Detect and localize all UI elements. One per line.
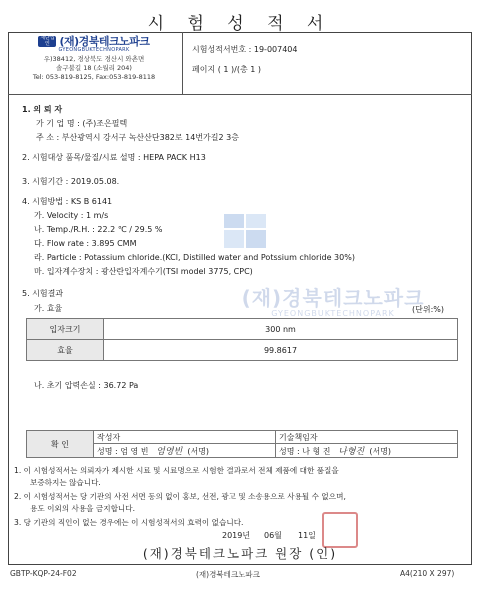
report-number: 시험성적서번호 : 19-007404 bbox=[192, 45, 298, 54]
initial-pressure-loss: 나. 초기 압력손실 : 36.72 Pa bbox=[34, 381, 139, 390]
footer-paper-size: A4(210 X 297) bbox=[400, 569, 455, 578]
company-address: 주 소 : 부산광역시 강서구 녹산산단382로 14번가길2 3층 bbox=[36, 133, 239, 142]
condition-velocity: 가. Velocity : 1 m/s bbox=[34, 211, 109, 220]
footer-form-code: GBTP-KQP-24-F02 bbox=[10, 569, 77, 578]
section-test-period: 3. 시험기간 : 2019.05.08. bbox=[22, 177, 120, 186]
section-requester: 1. 의 뢰 자 bbox=[22, 105, 63, 114]
tech-name: 성명 : 나 형 진 bbox=[279, 447, 331, 456]
company-name: 가 기 업 명 : (주)조은필텍 bbox=[36, 119, 128, 128]
result-value-efficiency: 99.8617 bbox=[104, 340, 458, 361]
logo-mark-icon: 재단법인 bbox=[40, 35, 55, 47]
confirm-label: 확 인 bbox=[27, 431, 94, 458]
tech-role: 기술책임자 bbox=[276, 431, 458, 444]
date-year: 2019년 bbox=[222, 531, 251, 540]
director-signature-line: (재)경북테크노파크 원장 (인) bbox=[142, 546, 338, 561]
date-month: 06월 bbox=[264, 531, 282, 540]
condition-counter: 마. 입자계수장치 : 광산란입자계수기(TSI model 3775, CPC) bbox=[34, 267, 253, 276]
author-name: 성명 : 엄 영 빈 bbox=[97, 447, 149, 456]
signature-table bbox=[26, 430, 458, 458]
section-test-method: 4. 시험방법 : KS B 6141 bbox=[22, 197, 113, 206]
author-cell bbox=[94, 444, 276, 458]
watermark-subtitle: GYEONGBUKTECHNOPARK bbox=[271, 309, 395, 318]
page-indicator: 페이지 ( 1 )/(총 1 ) bbox=[192, 65, 261, 74]
results-table bbox=[26, 318, 458, 361]
table-row bbox=[27, 340, 458, 361]
note-2a: 2. 이 시험성적서는 당 기관의 사전 서면 동의 없이 홍보, 선전, 광고 및 소송용으로 사용될 수 없으며, bbox=[14, 492, 346, 501]
header-divider bbox=[182, 32, 183, 94]
header-bottom-rule bbox=[8, 94, 472, 95]
condition-particle: 라. Particle : Potassium chloride.(KCl, Distilled water and Potssium chloride 30%) bbox=[34, 253, 355, 262]
author-role: 작성자 bbox=[94, 431, 276, 444]
date-day: 11일 bbox=[298, 531, 316, 540]
issuer-block bbox=[10, 34, 178, 92]
note-1b: 보증하지는 않습니다. bbox=[30, 478, 101, 487]
footer-issuer: (재)경북테크노파크 bbox=[196, 570, 260, 579]
condition-flow-rate: 다. Flow rate : 3.895 CMM bbox=[34, 239, 137, 248]
document-title: 시 험 성 적 서 bbox=[147, 14, 333, 34]
report-meta bbox=[192, 44, 297, 84]
author-signature: 엄영빈 bbox=[156, 447, 183, 457]
issuer-address-line1: 우)38412, 경상북도 경산시 와촌면 bbox=[43, 55, 145, 63]
logo-name: (재)경북테크노파크 bbox=[59, 35, 150, 48]
note-1a: 1. 이 시험성적서는 의뢰자가 제시한 시료 및 시료명으로 시험한 결과로서 전체 제품에 대한 품질을 bbox=[14, 466, 339, 475]
note-2b: 용도 이외의 사용을 금지합니다. bbox=[30, 504, 136, 513]
issuer-address-line2: 솔구불길 18 (소월리 204) bbox=[56, 64, 132, 72]
note-3: 3. 당 기관의 직인이 없는 경우에는 이 시험성적서의 효력이 없습니다. bbox=[14, 518, 244, 527]
official-seal-stamp bbox=[322, 512, 358, 548]
result-value-particle-size: 300 nm bbox=[104, 319, 458, 340]
tech-seal: (서명) bbox=[369, 447, 392, 456]
author-seal: (서명) bbox=[187, 447, 210, 456]
section-results: 5. 시험결과 bbox=[22, 289, 64, 298]
result-unit: (단위:%) bbox=[412, 305, 444, 314]
tech-signature: 나형진 bbox=[338, 447, 365, 457]
issuer-contact: Tel: 053-819-8125, Fax:053-819-8118 bbox=[32, 73, 156, 81]
logo-subtitle: GYEONGBUKTECHNOPARK bbox=[58, 47, 130, 53]
table-row bbox=[27, 431, 458, 444]
watermark-title: (재)경북테크노파크 bbox=[241, 286, 425, 310]
section-sample: 2. 시험대상 품목/물질/시료 설명 : HEPA PACK H13 bbox=[22, 153, 206, 162]
result-label-particle-size: 입자크기 bbox=[27, 319, 104, 340]
tech-cell bbox=[276, 444, 458, 458]
watermark-logo-icon bbox=[222, 212, 268, 250]
result-label-efficiency: 효율 bbox=[27, 340, 104, 361]
table-row bbox=[27, 319, 458, 340]
result-efficiency-heading: 가. 효율 bbox=[34, 304, 63, 313]
condition-temperature: 나. Temp./R.H. : 22.2 ℃ / 29.5 % bbox=[34, 225, 163, 234]
